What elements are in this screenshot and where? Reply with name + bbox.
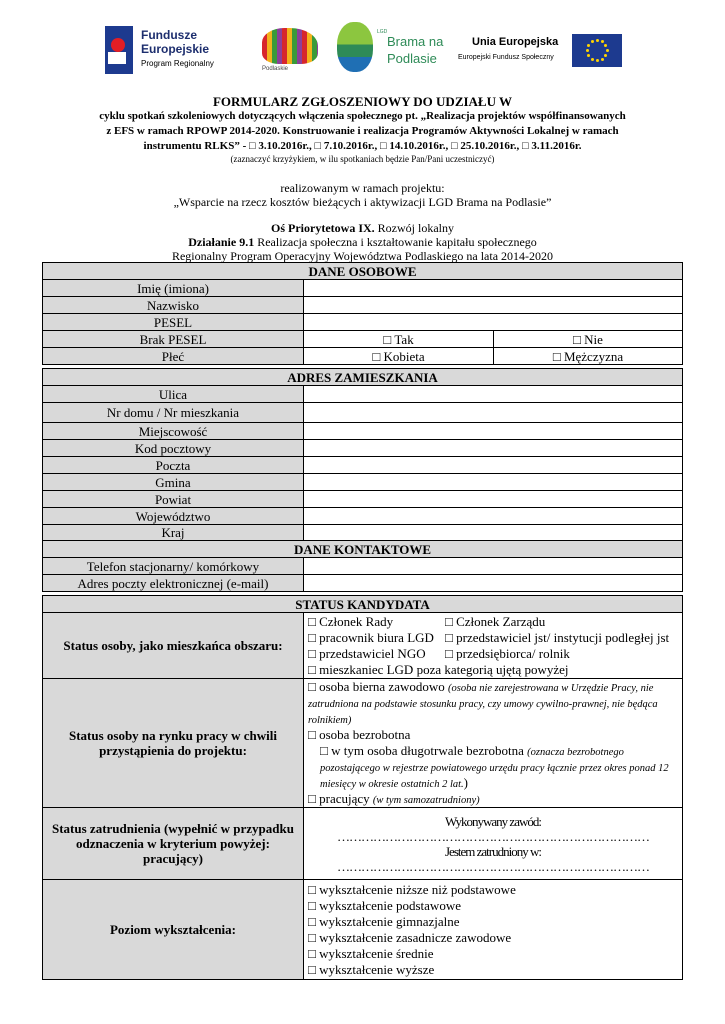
pesel-field[interactable]: [304, 314, 683, 331]
eu-star-icon: [601, 58, 604, 61]
ue-line1: Unia Europejska: [472, 36, 559, 48]
edu4-checkbox[interactable]: □ wykształcenie zasadnicze zawodowe: [308, 930, 678, 946]
eu-star-icon: [604, 54, 607, 57]
first-name-label: Imię (imiona): [43, 280, 304, 297]
fe-flag-icon: [105, 26, 133, 74]
lgd-vertical: LGD: [377, 29, 388, 35]
eu-star-icon: [604, 44, 607, 47]
labour-status-options: [304, 679, 683, 808]
eu-flag-icon: [572, 34, 622, 67]
district-label: Powiat: [43, 491, 304, 508]
fe-line2: Europejskie: [141, 42, 210, 56]
subtitle-line1: cyklu spotkań szkoleniowych dotyczących włączenia społecznego pt. „Realizacja projektów współfinansowanych: [99, 110, 626, 122]
eu-star-icon: [596, 39, 599, 42]
profession-label: Wykonywany zawód:: [445, 813, 541, 829]
council-checkbox[interactable]: □ Członek Rady: [308, 614, 445, 630]
inactive-checkbox[interactable]: □ osoba bierna zawodowo (osoba nie zarejestrowana w Urzędzie Pracy, nie zatrudniona na podstawie stosunku pracy, czy umowy cywilno-prawnej, nie będąca rolnikiem): [308, 679, 678, 727]
fe-line1: Fundusze: [141, 28, 197, 42]
employer-label: Jestem zatrudniony w:: [445, 843, 541, 859]
eu-star-icon: [596, 59, 599, 62]
sex-female-checkbox[interactable]: □ Kobieta: [304, 348, 494, 365]
program-line: Regionalny Program Operacyjny Województwa Podlaskiego na lata 2014-2020: [171, 249, 554, 263]
axis-line: [40, 221, 685, 235]
lgd-line2: Podlasie: [387, 51, 437, 66]
phone-field[interactable]: [304, 558, 683, 575]
action-line: [40, 235, 685, 249]
street-label: Ulica: [43, 386, 304, 403]
employment-status-label: Status zatrudnienia (wypełnić w przypadku odznaczenia w kryterium powyżej: pracujący): [43, 808, 304, 880]
eu-star-icon: [606, 49, 609, 52]
last-name-field[interactable]: [304, 297, 683, 314]
post-label: Poczta: [43, 457, 304, 474]
eu-star-icon: [586, 49, 589, 52]
longterm-close: ): [463, 775, 469, 790]
unia-europejska-logo: [458, 20, 632, 80]
first-name-field[interactable]: [304, 280, 683, 297]
labour-status-label: Status osoby na rynku pracy w chwili przystąpienia do projektu:: [43, 679, 304, 808]
voivodeship-field[interactable]: [304, 508, 683, 525]
longterm-note: (oznacza bezrobotnego pozostającego w rejestrze powiatowego urzędu pracy łącznie przez okres ponad 12 miesięcy w okresie ostatnich 2 lat.: [320, 747, 669, 790]
fe-line3: Program Regionalny: [141, 59, 214, 68]
post-field[interactable]: [304, 457, 683, 474]
voivodeship-label: Województwo: [43, 508, 304, 525]
office-checkbox[interactable]: □ pracownik biura LGD: [308, 630, 445, 646]
email-label: Adres poczty elektronicznej (e-mail): [43, 575, 304, 592]
street-field[interactable]: [304, 386, 683, 403]
ue-line2: Europejski Fundusz Społeczny: [458, 54, 554, 61]
unemployed-checkbox[interactable]: □ osoba bezrobotna: [308, 727, 678, 743]
action-bold: Działanie 9.1: [188, 235, 255, 249]
axis-bold: Oś Priorytetowa IX.: [271, 221, 375, 235]
jst-checkbox[interactable]: □ przedstawiciel jst/ instytucji podległej jst: [445, 630, 669, 646]
bison-mosaic-icon: [262, 28, 318, 64]
lgd-line1: Brama na: [387, 34, 444, 49]
application-form-table: [42, 262, 683, 980]
sex-label: Płeć: [43, 348, 304, 365]
employed-note: (w tym samozatrudniony): [372, 795, 480, 806]
employer-field[interactable]: ……………………………………………………………………: [337, 858, 649, 874]
section-contact: DANE KONTAKTOWE: [43, 541, 683, 558]
country-field[interactable]: [304, 525, 683, 541]
eu-star-icon: [587, 54, 590, 57]
education-options: [304, 880, 683, 980]
form-subtitle: [40, 109, 685, 154]
edu3-checkbox[interactable]: □ wykształcenie gimnazjalne: [308, 914, 678, 930]
project-name: „Wsparcie na rzecz kosztów bieżących i aktywizacji LGD Brama na Podlasie”: [173, 195, 552, 209]
section-address: ADRES ZAMIESZKANIA: [43, 369, 683, 386]
locality-field[interactable]: [304, 423, 683, 440]
subtitle-line3[interactable]: instrumentu RLKS” - □ 3.10.2016r., □ 7.10.2016r., □ 14.10.2016r., □ 25.10.2016r., □ 3.11.2016r.: [143, 140, 582, 152]
inactive-note: (osoba nie zarejestrowana w Urzędzie Pracy, nie zatrudniona na podstawie stosunku pracy, czy umowy cywilno-prawnej, nie będąca rolnikiem): [308, 683, 658, 726]
district-field[interactable]: [304, 491, 683, 508]
section-status: STATUS KANDYDATA: [43, 596, 683, 613]
edu5-checkbox[interactable]: □ wykształcenie średnie: [308, 946, 678, 962]
postcode-label: Kod pocztowy: [43, 440, 304, 457]
logo-bar: [100, 20, 630, 80]
employment-status-fields: [304, 808, 683, 880]
country-label: Kraj: [43, 525, 304, 541]
no-pesel-no-checkbox[interactable]: □ Nie: [494, 331, 683, 348]
no-pesel-label: Brak PESEL: [43, 331, 304, 348]
edu1-checkbox[interactable]: □ wykształcenie niższe niż podstawowe: [308, 882, 678, 898]
eu-star-icon: [591, 40, 594, 43]
lgd-brama-logo: [337, 20, 447, 80]
lgd-mark-icon: [337, 22, 373, 72]
pesel-label: PESEL: [43, 314, 304, 331]
eu-star-icon: [591, 58, 594, 61]
edu6-checkbox[interactable]: □ wykształcenie wyższe: [308, 962, 678, 978]
no-pesel-yes-checkbox[interactable]: □ Tak: [304, 331, 494, 348]
resident-other-checkbox[interactable]: □ mieszkaniec LGD poza kategorią ujętą powyżej: [308, 662, 678, 678]
section-personal: DANE OSOBOWE: [43, 263, 683, 280]
house-label: Nr domu / Nr mieszkania: [43, 403, 304, 423]
axis-rest: Rozwój lokalny: [374, 221, 454, 235]
action-rest: Realizacja społeczna i kształtowanie kapitału społecznego: [254, 235, 537, 249]
education-label: Poziom wykształcenia:: [43, 880, 304, 980]
form-title: FORMULARZ ZGŁOSZENIOWY DO UDZIAŁU W: [212, 94, 513, 109]
ngo-checkbox[interactable]: □ przedstawiciel NGO: [308, 646, 445, 662]
last-name-label: Nazwisko: [43, 297, 304, 314]
house-field[interactable]: [304, 403, 683, 423]
employed-checkbox[interactable]: □ pracujący (w tym samozatrudniony): [308, 791, 678, 807]
commune-label: Gmina: [43, 474, 304, 491]
profession-field[interactable]: ……………………………………………………………………: [337, 828, 649, 844]
phone-label: Telefon stacjonarny/ komórkowy: [43, 558, 304, 575]
edu2-checkbox[interactable]: □ wykształcenie podstawowe: [308, 898, 678, 914]
project-info: [40, 181, 685, 209]
resident-status-label: Status osoby, jako mieszkańca obszaru:: [43, 613, 304, 679]
podlaskie-label: Podlaskie: [262, 66, 289, 72]
resident-status-options: [304, 613, 683, 679]
subtitle-line2: z EFS w ramach RPOWP 2014-2020. Konstruowanie i realizacja Programów Aktywności Lokalnej w ramach: [106, 125, 619, 137]
longterm-checkbox[interactable]: □ w tym osoba długotrwale bezrobotna (oznacza bezrobotnego pozostającego w rejestrze powiatowego urzędu pracy łącznie przez okres ponad 12 miesięcy w okresie ostatnich 2 lat.): [308, 743, 678, 791]
form-note: (zaznaczyć krzyżykiem, w ilu spotkaniach będzie Pan/Pani uczestniczyć): [230, 154, 495, 164]
entrepreneur-checkbox[interactable]: □ przedsiębiorca/ rolnik: [445, 646, 570, 662]
podlaskie-logo: [260, 20, 320, 80]
program-info: [40, 221, 685, 263]
locality-label: Miejscowość: [43, 423, 304, 440]
sex-male-checkbox[interactable]: □ Mężczyzna: [494, 348, 683, 365]
email-field[interactable]: [304, 575, 683, 592]
eu-star-icon: [601, 40, 604, 43]
eu-star-icon: [587, 44, 590, 47]
fundusze-europejskie-logo: [105, 20, 235, 80]
realized-label: realizowanym w ramach projektu:: [280, 181, 445, 195]
commune-field[interactable]: [304, 474, 683, 491]
postcode-field[interactable]: [304, 440, 683, 457]
board-checkbox[interactable]: □ Członek Zarządu: [445, 614, 545, 630]
